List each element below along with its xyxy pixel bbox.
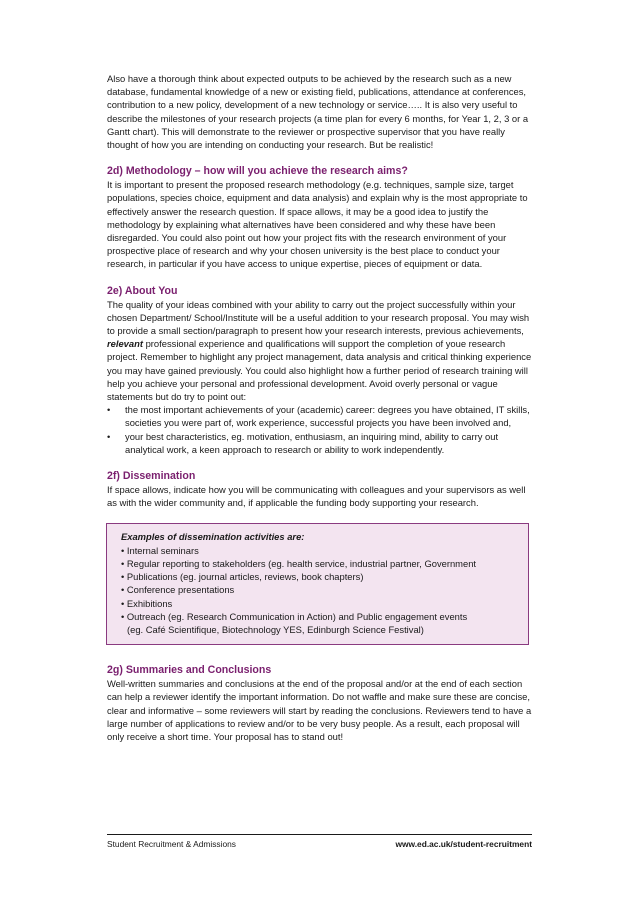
about-emphasis: relevant [107, 338, 143, 350]
list-item: • Conference presentations [121, 584, 235, 596]
dissemination-section [107, 469, 532, 509]
methodology-section [107, 164, 532, 270]
list-item-text: • Outreach (eg. Research Communication in Action) and Public engagement events [121, 610, 468, 622]
summaries-body: Well-written summaries and conclusions at the end of the proposal and/or at the end of each section can help a reviewer identify the important information. Do not waffle and make sure these are concise, clear and informative – some reviewers will start by reading the conclusions. Reviewers tend to have a large number of applications to review and/or to be very busy people. As a result, each proposal will only receive a short time. Your proposal has to stand out! [107, 678, 532, 742]
footer-url: www.ed.ac.uk/student-recruitment [395, 839, 532, 849]
about-bullet-list [107, 403, 532, 456]
document-page [107, 72, 532, 743]
list-item-continuation: (eg. Café Scientifique, Biotechnology YES, Edinburgh Science Festival) [127, 623, 424, 635]
about-body-after: professional experience and qualifications will support the completion of youe research project. Remember to highlight any project management, data analysis and critical thinking experience you may have gained previously. You could also highlight how a further period of research training will help you achieve your personal and professional development. Avoid overly personal or vague statements but do try to point out: [107, 338, 532, 403]
examples-heading: Examples of dissemination activities are: [121, 531, 305, 543]
about-body-before: The quality of your ideas combined with your ability to carry out the project successfully within your chosen Department/ School/Institute will be a useful addition to your research proposal. You may wish to provide a small section/paragraph to present how your research interests, previous achievements, [107, 298, 530, 337]
list-item [107, 430, 532, 456]
list-item: • Regular reporting to stakeholders (eg. health service, industrial partner, Government [121, 557, 477, 569]
footer-department: Student Recruitment & Admissions [107, 839, 236, 849]
page-footer [107, 834, 532, 849]
summaries-heading: 2g) Summaries and Conclusions [107, 664, 272, 677]
list-item: • Exhibitions [121, 597, 173, 609]
bullet-icon: • [107, 404, 111, 416]
methodology-heading: 2d) Methodology – how will you achieve the research aims? [107, 165, 408, 178]
intro-paragraph: Also have a thorough think about expected outputs to be achieved by the research such as a new database, fundamental knowledge of a new or existing field, publications, attendance at conferences, contribution to a new policy, development of a new technology or service….. It is also very useful to describe the milestones of your research projects (a time plan for every 6 months, for Year 1, 2, 3 or a Gantt chart). This will demonstrate to the reviewer or prospective supervisor that you have really thought of how you are intending on conducting your research. But be realistic! [107, 73, 529, 151]
list-item: • Internal seminars [121, 544, 199, 556]
list-item [121, 610, 514, 636]
dissemination-body: If space allows, indicate how you will be communicating with colleagues and your supervisors as well as with the wider community and, if applicable the funding body supporting your research. [107, 484, 526, 509]
methodology-body: It is important to present the proposed research methodology (e.g. techniques, sample size, target populations, species choice, equipment and data analysis) and explain why is the most appropriate to effectively answer the research question. If space allows, it may be a good idea to justify the methodology by explaining what alternatives have been considered and why these have been disregarded. You could also point out how your project fits with the research environment of your prospective place of research and why your chosen university is the best place to conduct your research, in particular if you have access to unique expertise, pieces of equipment or data. [107, 179, 528, 270]
list-item-text: the most important achievements of your (academic) career: degrees you have obtained, IT skills, societies you were part of, work experience, successful projects you have been involved and, [125, 404, 530, 429]
about-section [107, 284, 532, 456]
about-body [107, 298, 532, 404]
summaries-section [107, 663, 532, 743]
examples-list [121, 544, 514, 636]
bullet-icon: • [107, 430, 111, 442]
list-item [107, 403, 532, 429]
list-item-text: your best characteristics, eg. motivation, enthusiasm, an inquiring mind, ability to carry out analytical work, a keen approach to research or ability to work independently. [125, 430, 499, 455]
about-heading: 2e) About You [107, 284, 178, 297]
dissemination-heading: 2f) Dissemination [107, 470, 196, 483]
dissemination-examples-box [106, 523, 529, 645]
list-item: • Publications (eg. journal articles, reviews, book chapters) [121, 571, 364, 583]
